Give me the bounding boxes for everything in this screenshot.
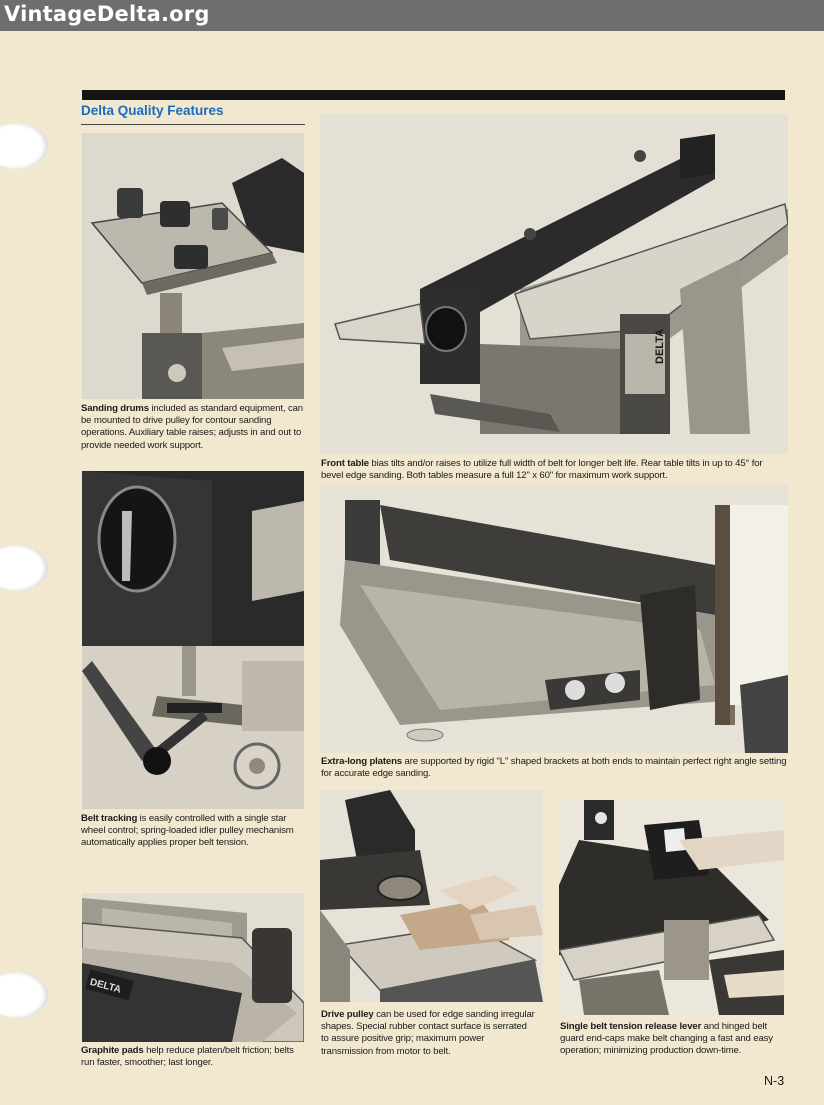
drive-pulley-lead: Drive pulley bbox=[321, 1009, 374, 1020]
header-rule bbox=[82, 90, 785, 100]
drive-pulley-caption bbox=[321, 1009, 536, 1058]
title-underline bbox=[81, 124, 305, 125]
page-number: N-3 bbox=[764, 1074, 785, 1088]
front-table-text: bias tilts and/or raises to utilize full width of belt for longer belt life. Rear table tilts in up to 45° for bevel edge sanding. Both tables measure a full 12" x 60" for maximum work support. bbox=[321, 458, 763, 482]
extra-long-platens-photo bbox=[320, 485, 788, 753]
front-table-photo bbox=[320, 114, 788, 454]
front-table-caption bbox=[321, 458, 787, 482]
section-title: Delta Quality Features bbox=[81, 103, 224, 118]
belt-tracking-caption bbox=[81, 813, 305, 850]
graphite-pads-photo bbox=[82, 893, 304, 1042]
belt-tension-lead: Single belt tension release lever bbox=[560, 1021, 702, 1032]
sanding-drums-photo bbox=[82, 133, 304, 399]
extra-long-platens-caption bbox=[321, 756, 787, 780]
belt-tension-caption bbox=[560, 1021, 786, 1058]
front-table-lead: Front table bbox=[321, 458, 369, 469]
binder-hole-top bbox=[0, 123, 48, 169]
drive-pulley-text: can be used for edge sanding irregular shapes. Special rubber contact surface is serrated to assure positive grip; maximum power transmission from motor to belt. bbox=[321, 1009, 535, 1057]
graphite-pads-logo-text: DELTA bbox=[88, 976, 123, 996]
site-banner bbox=[0, 0, 824, 31]
belt-tracking-photo bbox=[82, 471, 304, 809]
front-table-logo-text: DELTA bbox=[654, 328, 666, 364]
belt-tracking-lead: Belt tracking bbox=[81, 813, 138, 824]
sanding-drums-text: included as standard equipment, can be mounted to drive pulley for contour sanding operations. Auxiliary table raises; adjusts in and out to provide needed work support. bbox=[81, 403, 303, 451]
site-name: VintageDelta.org bbox=[4, 2, 210, 26]
binder-hole-bottom bbox=[0, 972, 48, 1018]
belt-tracking-text: is easily controlled with a single star wheel control; spring-loaded idler pulley mechanism automatically applies proper belt tension. bbox=[81, 813, 294, 849]
graphite-pads-text: help reduce platen/belt friction; belts run faster, smoother; last longer. bbox=[81, 1045, 294, 1069]
drive-pulley-photo bbox=[320, 790, 543, 1002]
extra-long-platens-lead: Extra-long platens bbox=[321, 756, 402, 767]
belt-tension-text: and hinged belt guard end-caps make belt changing a fast and easy operation; minimizing production down-time. bbox=[560, 1021, 773, 1057]
sanding-drums-caption bbox=[81, 403, 305, 452]
extra-long-platens-text: are supported by rigid "L" shaped brackets at both ends to maintain perfect right angle setting for accurate edge sanding. bbox=[321, 756, 787, 780]
graphite-pads-caption bbox=[81, 1045, 305, 1069]
sanding-drums-lead: Sanding drums bbox=[81, 403, 149, 414]
belt-tension-photo bbox=[559, 800, 784, 1015]
graphite-pads-lead: Graphite pads bbox=[81, 1045, 144, 1056]
binder-hole-middle bbox=[0, 545, 48, 591]
